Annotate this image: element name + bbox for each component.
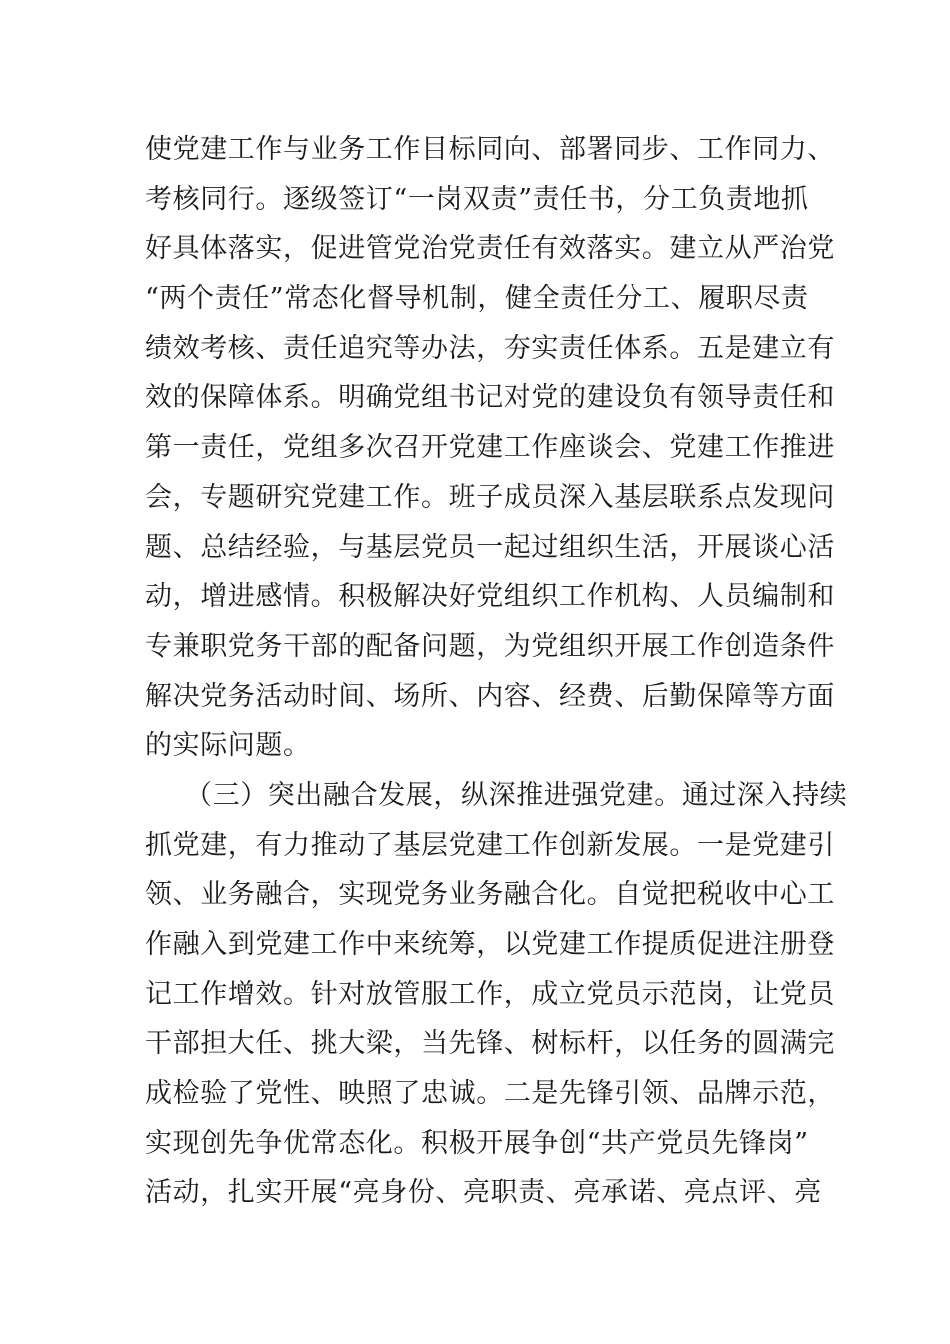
text-line: 作融入到党建工作中来统筹，以党建工作提质促进注册登 [145, 929, 835, 960]
text-line: 题、总结经验，与基层党员一起过组织生活，开展谈心活 [145, 531, 835, 563]
paragraph-heading-line: （三）突出融合发展，纵深推进强党建。通过深入持续 [185, 779, 848, 811]
text-line: 第一责任，党组多次召开党建工作座谈会、党建工作推进 [145, 432, 835, 464]
text-line: 领、业务融合，实现党务业务融合化。自觉把税收中心工 [145, 879, 835, 911]
document-body [145, 125, 848, 1218]
text-line: 好具体落实，促进管党治党责任有效落实。建立从严治党 [145, 233, 835, 265]
text-line: 解决党务活动时间、场所、内容、经费、后勤保障等方面 [145, 680, 835, 712]
text-line: 动，增进感情。积极解决好党组织工作机构、人员编制和 [145, 581, 835, 613]
text-line: 干部担大任、挑大梁，当先锋、树标杆，以任务的圆满完 [145, 1028, 835, 1060]
text-line: “两个责任”常态化督导机制，健全责任分工、履职尽责 [145, 283, 809, 315]
text-line: 抓党建，有力推动了基层党建工作创新发展。一是党建引 [145, 829, 835, 861]
text-line: 的实际问题。 [145, 730, 311, 762]
text-line: 成检验了党性、映照了忠诚。二是先锋引领、品牌示范， [145, 1078, 835, 1110]
text-line: 会，专题研究党建工作。班子成员深入基层联系点发现问 [145, 481, 835, 513]
text-line: 活动，扎实开展“亮身份、亮职责、亮承诺、亮点评、亮 [145, 1177, 822, 1209]
text-line: 考核同行。逐级签订“一岗双责”责任书，分工负责地抓 [145, 183, 809, 215]
text-line: 记工作增效。针对放管服工作，成立党员示范岗，让党员 [145, 978, 835, 1010]
text-line: 效的保障体系。明确党组书记对党的建设负有领导责任和 [145, 382, 835, 414]
text-line: 使党建工作与业务工作目标同向、部署同步、工作同力、 [145, 134, 835, 165]
text-line: 绩效考核、责任追究等办法，夯实责任体系。五是建立有 [145, 332, 835, 364]
text-line: 实现创先争优常态化。积极开展争创“共产党员先锋岗” [145, 1127, 809, 1159]
text-line: 专兼职党务干部的配备问题，为党组织开展工作创造条件 [145, 630, 835, 662]
